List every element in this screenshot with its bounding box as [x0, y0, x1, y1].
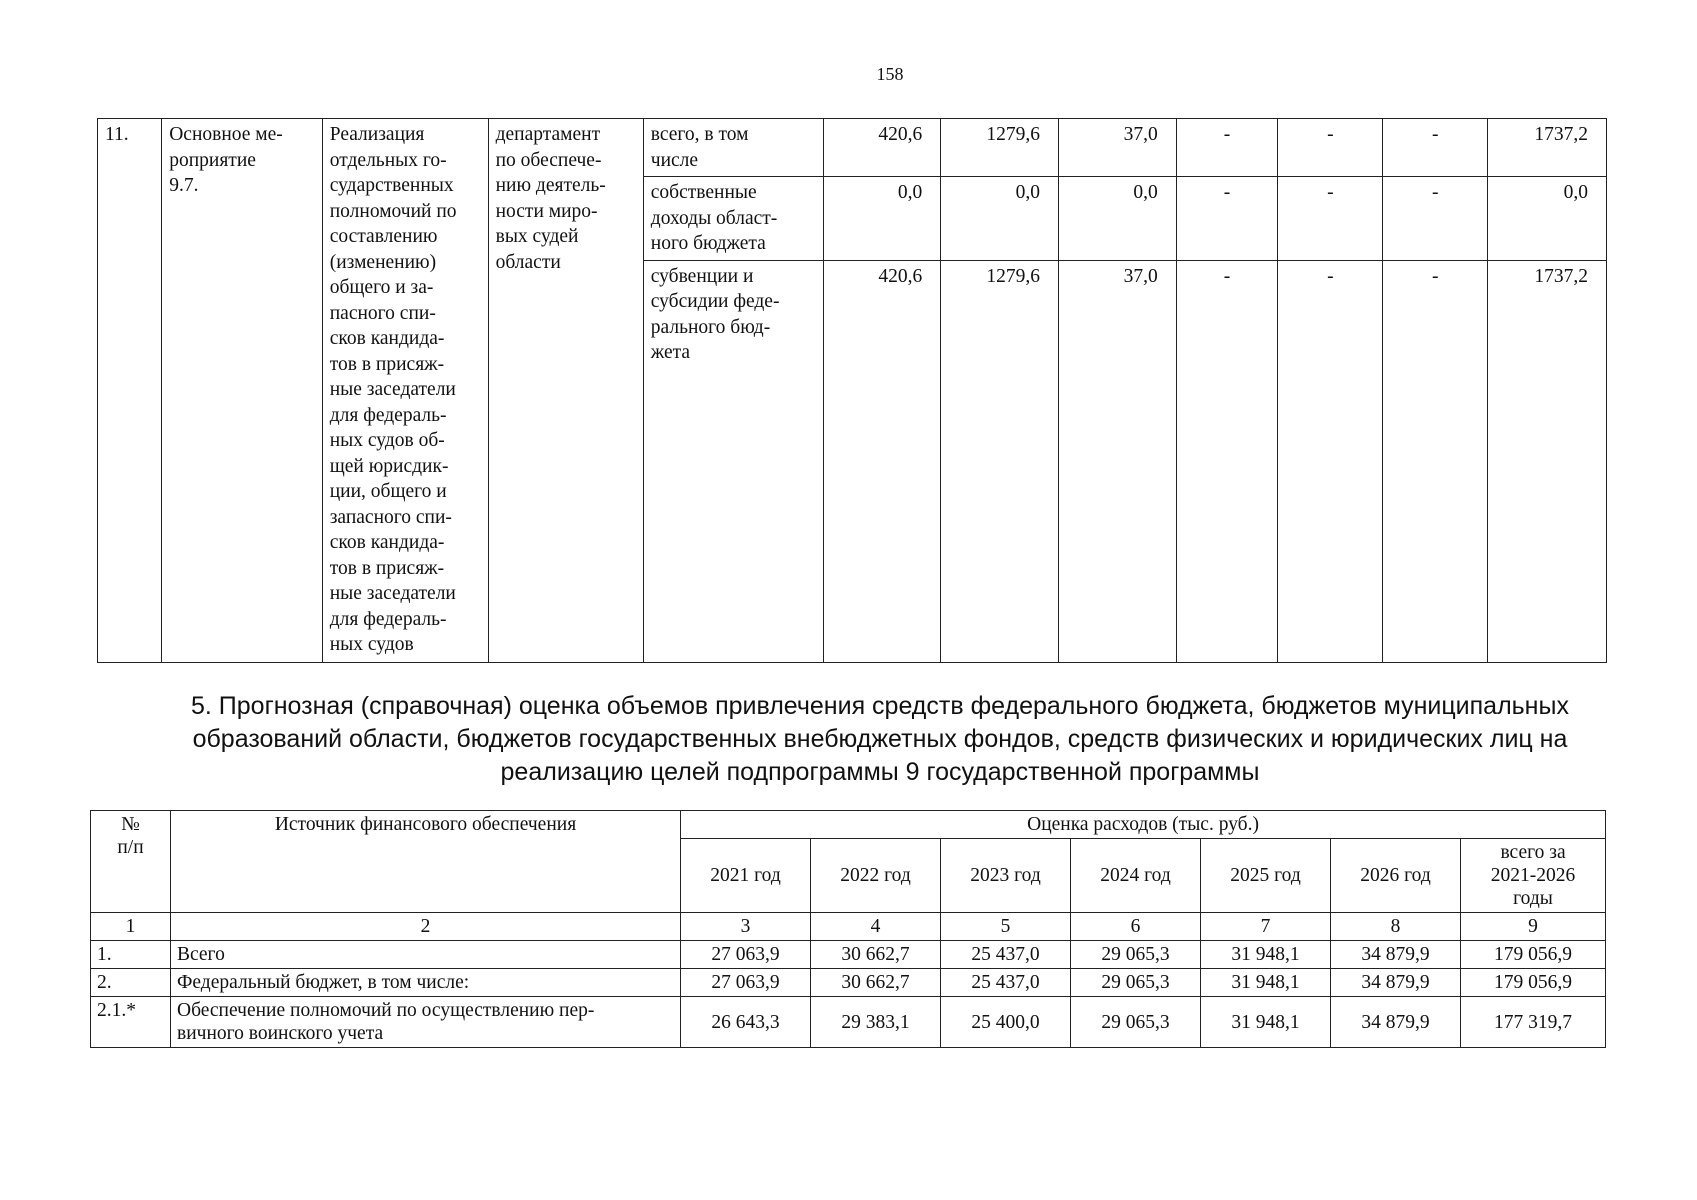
header-year: 2021 год	[681, 839, 811, 913]
value-cell: 1279,6	[941, 119, 1059, 177]
measure-row-number: 11.	[98, 119, 162, 663]
value-cell: 0,0	[941, 177, 1059, 261]
value-cell: -	[1278, 177, 1383, 261]
value-cell: -	[1383, 177, 1488, 261]
column-number: 1	[91, 913, 171, 941]
value-cell: -	[1383, 260, 1488, 662]
value-cell: 25 437,0	[941, 941, 1071, 969]
value-cell: 420,6	[823, 119, 941, 177]
table-row	[91, 969, 1606, 997]
value-cell: 34 879,9	[1331, 941, 1461, 969]
value-cell-total: 1737,2	[1488, 119, 1607, 177]
value-cell: 34 879,9	[1331, 997, 1461, 1048]
value-cell: 0,0	[823, 177, 941, 261]
column-number: 7	[1201, 913, 1331, 941]
row-source: Обеспечение полномочий по осуществлению пер- вичного воинского учета	[171, 997, 681, 1048]
value-cell: 37,0	[1059, 260, 1177, 662]
row-source: Федеральный бюджет, в том числе:	[171, 969, 681, 997]
column-number: 6	[1071, 913, 1201, 941]
header-total: всего за 2021-2026 годы	[1461, 839, 1606, 913]
value-cell: 30 662,7	[811, 941, 941, 969]
value-cell-total: 177 319,7	[1461, 997, 1606, 1048]
value-cell: 29 383,1	[811, 997, 941, 1048]
measure-description: Реализация отдельных го- сударственных полномочий по составлению (изменению) общего и за- пасного спи- сков кандида- тов в присяж- ные заседатели для федераль- ных судов об- щей юрисдик- ции, общего и запасного спи- сков кандида- тов в присяж- ные заседатели для федераль- ных судов	[322, 119, 488, 663]
header-estimate: Оценка расходов (тыс. руб.)	[681, 811, 1606, 839]
column-number: 2	[171, 913, 681, 941]
funding-source: субвенции и субсидии феде- рального бюд- жета	[643, 260, 823, 662]
value-cell: -	[1383, 119, 1488, 177]
header-number: № п/п	[91, 811, 171, 913]
value-cell-total: 179 056,9	[1461, 941, 1606, 969]
column-number: 3	[681, 913, 811, 941]
table-row	[91, 941, 1606, 969]
funding-source: всего, в том числе	[643, 119, 823, 177]
value-cell: 31 948,1	[1201, 941, 1331, 969]
value-cell-total: 1737,2	[1488, 260, 1607, 662]
value-cell: -	[1176, 177, 1278, 261]
value-cell: 31 948,1	[1201, 997, 1331, 1048]
value-cell: -	[1176, 119, 1278, 177]
row-number: 2.	[91, 969, 171, 997]
value-cell: 29 065,3	[1071, 997, 1201, 1048]
value-cell: 31 948,1	[1201, 969, 1331, 997]
column-number: 5	[941, 913, 1071, 941]
table-row	[91, 997, 1606, 1048]
header-year: 2026 год	[1331, 839, 1461, 913]
measures-table	[97, 118, 1607, 663]
column-number: 8	[1331, 913, 1461, 941]
row-source: Всего	[171, 941, 681, 969]
measure-name: Основное ме- роприятие 9.7.	[162, 119, 323, 663]
forecast-table	[90, 810, 1606, 1048]
measure-row-all	[98, 119, 1607, 177]
column-number: 9	[1461, 913, 1606, 941]
header-row	[91, 811, 1606, 839]
value-cell-total: 0,0	[1488, 177, 1607, 261]
value-cell: 34 879,9	[1331, 969, 1461, 997]
header-source: Источник финансового обеспечения	[171, 811, 681, 913]
row-number: 2.1.*	[91, 997, 171, 1048]
value-cell: 27 063,9	[681, 941, 811, 969]
value-cell: 29 065,3	[1071, 969, 1201, 997]
value-cell: 27 063,9	[681, 969, 811, 997]
page-number: 158	[876, 64, 904, 84]
value-cell: 0,0	[1059, 177, 1177, 261]
value-cell: -	[1176, 260, 1278, 662]
row-number: 1.	[91, 941, 171, 969]
value-cell: -	[1278, 119, 1383, 177]
value-cell: 420,6	[823, 260, 941, 662]
header-year: 2025 год	[1201, 839, 1331, 913]
header-year: 2024 год	[1071, 839, 1201, 913]
header-year: 2023 год	[941, 839, 1071, 913]
value-cell: 1279,6	[941, 260, 1059, 662]
value-cell-total: 179 056,9	[1461, 969, 1606, 997]
value-cell: 26 643,3	[681, 997, 811, 1048]
header-year: 2022 год	[811, 839, 941, 913]
funding-source: собственные доходы област- ного бюджета	[643, 177, 823, 261]
value-cell: -	[1278, 260, 1383, 662]
column-number-row	[91, 913, 1606, 941]
section-heading: 5. Прогнозная (справочная) оценка объемов привлечения средств федерального бюджета, бюджетов муниципальных образований области, бюджетов государственных внебюджетных фондов, средств физических и юридических лиц на реализацию целей подпрограммы 9 государственной программы	[191, 692, 1569, 786]
value-cell: 37,0	[1059, 119, 1177, 177]
measure-executor: департамент по обеспече- нию деятель- ности миро- вых судей области	[488, 119, 643, 663]
value-cell: 29 065,3	[1071, 941, 1201, 969]
value-cell: 25 400,0	[941, 997, 1071, 1048]
value-cell: 30 662,7	[811, 969, 941, 997]
column-number: 4	[811, 913, 941, 941]
value-cell: 25 437,0	[941, 969, 1071, 997]
